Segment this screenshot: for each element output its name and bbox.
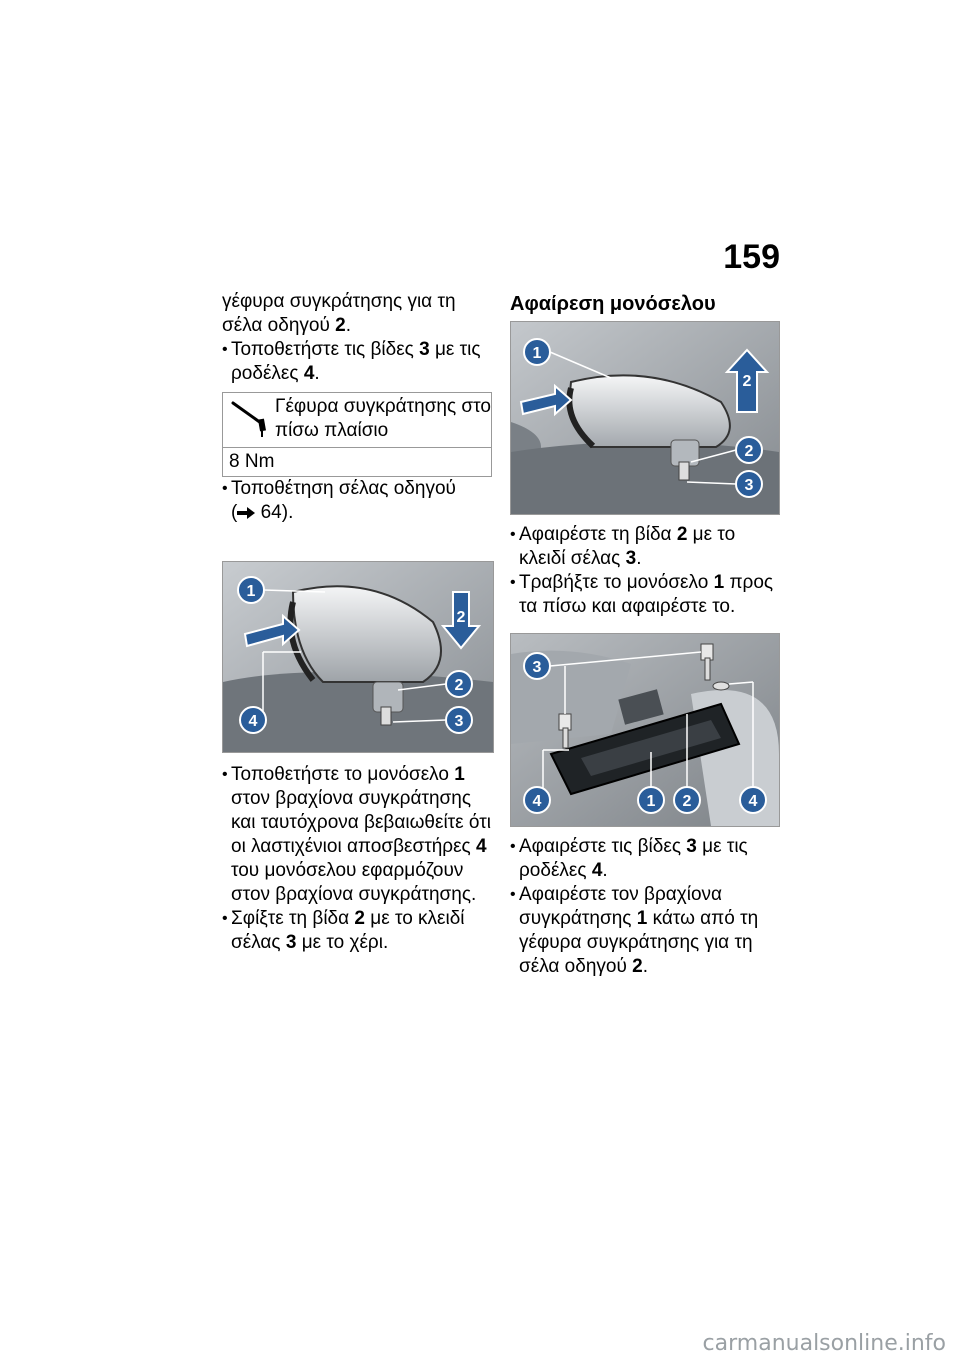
callout-4: 4: [532, 793, 542, 810]
intro-line: γέφυρα συγκράτησης για τη: [222, 291, 456, 312]
callout-1: 1: [646, 793, 656, 810]
intro-text: [222, 290, 494, 338]
callout-3: 3: [532, 659, 542, 676]
bullet-dot: •: [222, 480, 228, 497]
figure-seat-installation: [222, 561, 494, 753]
left-column: [222, 290, 494, 955]
list-item: • Τοποθετήστε τις βίδες 3 με τις ροδέλες 4.: [222, 339, 481, 384]
bullet-dot: •: [510, 886, 516, 903]
torque-description: Γέφυρα συγκράτησης στο: [275, 396, 491, 417]
wrench-icon: [229, 395, 273, 439]
figure-bracket-removal: [510, 633, 780, 827]
arrow-label-2: 2: [742, 373, 752, 390]
torque-description: πίσω πλαίσιο: [275, 420, 389, 441]
bullet-dot: •: [222, 910, 228, 927]
page-number: 159: [723, 238, 780, 276]
bullet-dot: •: [510, 574, 516, 591]
page-reference-arrow-icon: [237, 507, 255, 519]
torque-spec-table: [222, 392, 492, 477]
callout-1: 1: [532, 345, 542, 362]
list-item: • Σφίξτε τη βίδα 2 με το κλειδί σέλας 3 με το χέρι.: [222, 908, 465, 953]
callout-2: 2: [744, 443, 754, 460]
bullet-dot: •: [222, 766, 228, 783]
right-column: [510, 290, 780, 979]
torque-value: 8 Nm: [229, 451, 275, 472]
list-item: • Τραβήξτε το μονόσελο 1 προς τα πίσω και αφαιρέστε το.: [510, 572, 774, 617]
callout-3: 3: [454, 713, 464, 730]
callout-3: 3: [744, 477, 754, 494]
arrow-label-2: 2: [456, 609, 466, 626]
callout-2: 2: [454, 677, 464, 694]
bullet-dot: •: [510, 838, 516, 855]
list-item: • Αφαιρέστε τον βραχίονα συγκράτησης 1 κάτω από τη γέφυρα συγκράτησης για τη σέλα οδηγού 2.: [510, 884, 759, 977]
callout-1: 1: [246, 583, 256, 600]
list-item: • Τοποθετήστε το μονόσελο 1 στον βραχίονα συγκράτησης και ταυτόχρονα βεβαιωθείτε ότι οι λαστιχένιοι αποσβεστήρες 4 του μονόσελου εφαρμόζουν στον βραχίονα συγκράτησης.: [222, 764, 491, 905]
intro-line: σέλα οδηγού 2.: [222, 315, 351, 336]
bullet-dot: •: [222, 341, 228, 358]
callout-4: 4: [748, 793, 758, 810]
bullet-dot: •: [510, 526, 516, 543]
list-item: • Αφαιρέστε τις βίδες 3 με τις ροδέλες 4.: [510, 836, 748, 881]
list-item: • Αφαιρέστε τη βίδα 2 με το κλειδί σέλας 3.: [510, 524, 736, 569]
page-reference[interactable]: 64).: [260, 502, 294, 523]
list-item: • Τοποθέτηση σέλας οδηγού ( 64).: [222, 478, 456, 523]
callout-4: 4: [248, 713, 258, 730]
section-heading: Αφαίρεση μονόσελου: [510, 293, 716, 315]
figure-seat-removal: [510, 321, 780, 515]
callout-2: 2: [682, 793, 692, 810]
watermark: carmanualsonline.info: [702, 1331, 946, 1356]
